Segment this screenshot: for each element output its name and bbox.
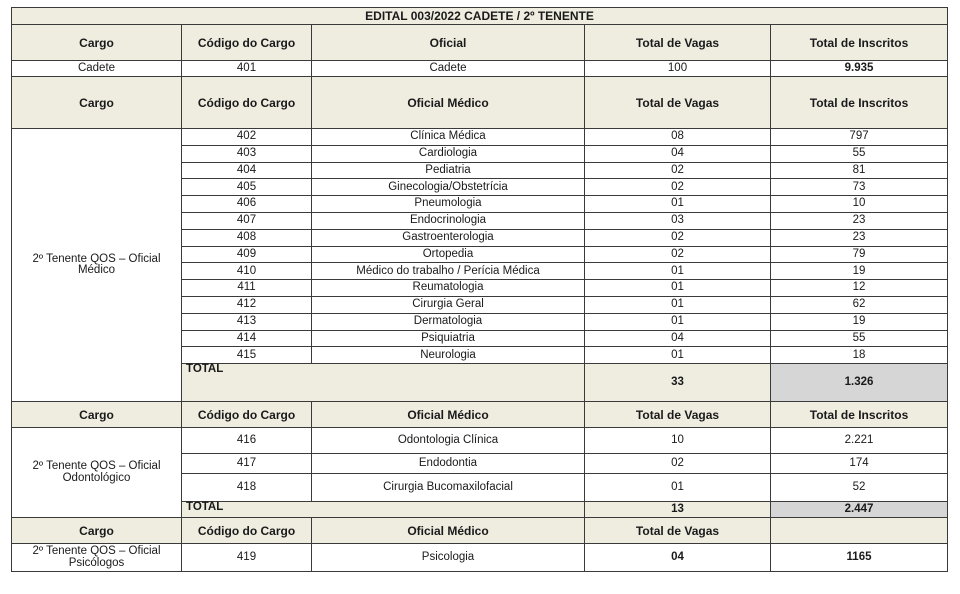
codigo-cell: 405 — [182, 179, 312, 196]
inscritos-cell: 19 — [771, 263, 948, 280]
vagas-cell: 02 — [585, 246, 771, 263]
especialidade-cell: Gastroenterologia — [312, 229, 585, 246]
codigo-cell: 413 — [182, 313, 312, 330]
inscritos-cell: 79 — [771, 246, 948, 263]
vagas-cell: 01 — [585, 296, 771, 313]
header-row-cadete — [12, 25, 948, 61]
especialidade-cell: Psicologia — [312, 544, 585, 572]
codigo-cell: 402 — [182, 129, 312, 146]
header-codigo: Código do Cargo — [182, 402, 312, 428]
especialidade-cell: Ginecologia/Obstetrícia — [312, 179, 585, 196]
vagas-cell: 01 — [585, 347, 771, 364]
codigo-cell: 414 — [182, 330, 312, 347]
header-oficial-medico: Oficial Médico — [312, 518, 585, 544]
cadete-vagas: 100 — [585, 61, 771, 77]
total-label: TOTAL — [182, 502, 585, 518]
codigo-cell: 407 — [182, 212, 312, 229]
title-row — [12, 8, 948, 25]
inscritos-cell: 174 — [771, 454, 948, 474]
vagas-cell: 01 — [585, 313, 771, 330]
header-vagas: Total de Vagas — [585, 25, 771, 61]
header-oficial-medico: Oficial Médico — [312, 402, 585, 428]
codigo-cell: 419 — [182, 544, 312, 572]
inscritos-cell: 797 — [771, 129, 948, 146]
table-row — [12, 428, 948, 454]
codigo-cell: 412 — [182, 296, 312, 313]
especialidade-cell: Cirurgia Geral — [312, 296, 585, 313]
codigo-cell: 415 — [182, 347, 312, 364]
codigo-cell: 404 — [182, 162, 312, 179]
inscritos-cell: 62 — [771, 296, 948, 313]
especialidade-cell: Ortopedia — [312, 246, 585, 263]
especialidade-cell: Dermatologia — [312, 313, 585, 330]
header-vagas: Total de Vagas — [585, 402, 771, 428]
vagas-cell: 01 — [585, 474, 771, 502]
header-vagas: Total de Vagas — [585, 518, 771, 544]
vagas-cell: 01 — [585, 196, 771, 213]
inscritos-cell: 55 — [771, 145, 948, 162]
table-title: EDITAL 003/2022 CADETE / 2º TENENTE — [12, 8, 948, 25]
especialidade-cell: Odontologia Clínica — [312, 428, 585, 454]
medico-cargo: 2º Tenente QOS – Oficial Médico — [12, 129, 182, 402]
codigo-cell: 416 — [182, 428, 312, 454]
cadete-cargo: Cadete — [12, 61, 182, 77]
inscritos-cell: 55 — [771, 330, 948, 347]
header-row-medico — [12, 77, 948, 129]
especialidade-cell: Clínica Médica — [312, 129, 585, 146]
vagas-cell: 01 — [585, 280, 771, 297]
odonto-cargo: 2º Tenente QOS – Oficial Odontológico — [12, 428, 182, 518]
total-vagas: 13 — [585, 502, 771, 518]
vagas-cell: 03 — [585, 212, 771, 229]
inscritos-cell: 23 — [771, 212, 948, 229]
vagas-cell: 04 — [585, 145, 771, 162]
inscritos-cell: 19 — [771, 313, 948, 330]
header-inscritos: Total de Inscritos — [771, 77, 948, 129]
inscritos-cell: 73 — [771, 179, 948, 196]
codigo-cell: 410 — [182, 263, 312, 280]
inscritos-cell: 12 — [771, 280, 948, 297]
cadete-inscritos: 9.935 — [771, 61, 948, 77]
vagas-cell: 02 — [585, 229, 771, 246]
header-cargo: Cargo — [12, 402, 182, 428]
vagas-cell: 10 — [585, 428, 771, 454]
total-vagas: 33 — [585, 364, 771, 402]
total-label: TOTAL — [182, 364, 585, 402]
cadete-codigo: 401 — [182, 61, 312, 77]
table-row — [12, 129, 948, 146]
header-vagas: Total de Vagas — [585, 77, 771, 129]
especialidade-cell: Pneumologia — [312, 196, 585, 213]
inscritos-cell: 10 — [771, 196, 948, 213]
total-inscritos: 1.326 — [771, 364, 948, 402]
header-inscritos: Total de Inscritos — [771, 25, 948, 61]
inscritos-cell: 2.221 — [771, 428, 948, 454]
especialidade-cell: Endocrinologia — [312, 212, 585, 229]
inscritos-cell: 81 — [771, 162, 948, 179]
vagas-cell: 02 — [585, 454, 771, 474]
header-codigo: Código do Cargo — [182, 25, 312, 61]
header-codigo: Código do Cargo — [182, 518, 312, 544]
header-inscritos-empty — [771, 518, 948, 544]
codigo-cell: 403 — [182, 145, 312, 162]
header-row-odonto — [12, 402, 948, 428]
cadete-oficial: Cadete — [312, 61, 585, 77]
especialidade-cell: Psiquiatria — [312, 330, 585, 347]
inscritos-cell: 23 — [771, 229, 948, 246]
inscritos-cell: 52 — [771, 474, 948, 502]
cadete-row — [12, 61, 948, 77]
inscritos-cell: 18 — [771, 347, 948, 364]
psico-cargo: 2º Tenente QOS – Oficial Psicólogos — [12, 544, 182, 572]
especialidade-cell: Endodontia — [312, 454, 585, 474]
vagas-cell: 02 — [585, 162, 771, 179]
header-codigo: Código do Cargo — [182, 77, 312, 129]
especialidade-cell: Cardiologia — [312, 145, 585, 162]
inscritos-cell: 1165 — [771, 544, 948, 572]
vagas-cell: 04 — [585, 330, 771, 347]
vagas-cell: 04 — [585, 544, 771, 572]
vagas-cell: 08 — [585, 129, 771, 146]
vagas-cell: 01 — [585, 263, 771, 280]
codigo-cell: 409 — [182, 246, 312, 263]
especialidade-cell: Pediatria — [312, 162, 585, 179]
psico-row — [12, 544, 948, 572]
codigo-cell: 408 — [182, 229, 312, 246]
especialidade-cell: Médico do trabalho / Perícia Médica — [312, 263, 585, 280]
header-cargo: Cargo — [12, 25, 182, 61]
total-inscritos: 2.447 — [771, 502, 948, 518]
header-cargo: Cargo — [12, 77, 182, 129]
codigo-cell: 406 — [182, 196, 312, 213]
vagas-cell: 02 — [585, 179, 771, 196]
header-oficial: Oficial — [312, 25, 585, 61]
header-row-psico — [12, 518, 948, 544]
especialidade-cell: Cirurgia Bucomaxilofacial — [312, 474, 585, 502]
especialidade-cell: Neurologia — [312, 347, 585, 364]
codigo-cell: 418 — [182, 474, 312, 502]
header-cargo: Cargo — [12, 518, 182, 544]
header-oficial-medico: Oficial Médico — [312, 77, 585, 129]
codigo-cell: 417 — [182, 454, 312, 474]
edital-table — [11, 7, 948, 572]
especialidade-cell: Reumatologia — [312, 280, 585, 297]
header-inscritos: Total de Inscritos — [771, 402, 948, 428]
codigo-cell: 411 — [182, 280, 312, 297]
